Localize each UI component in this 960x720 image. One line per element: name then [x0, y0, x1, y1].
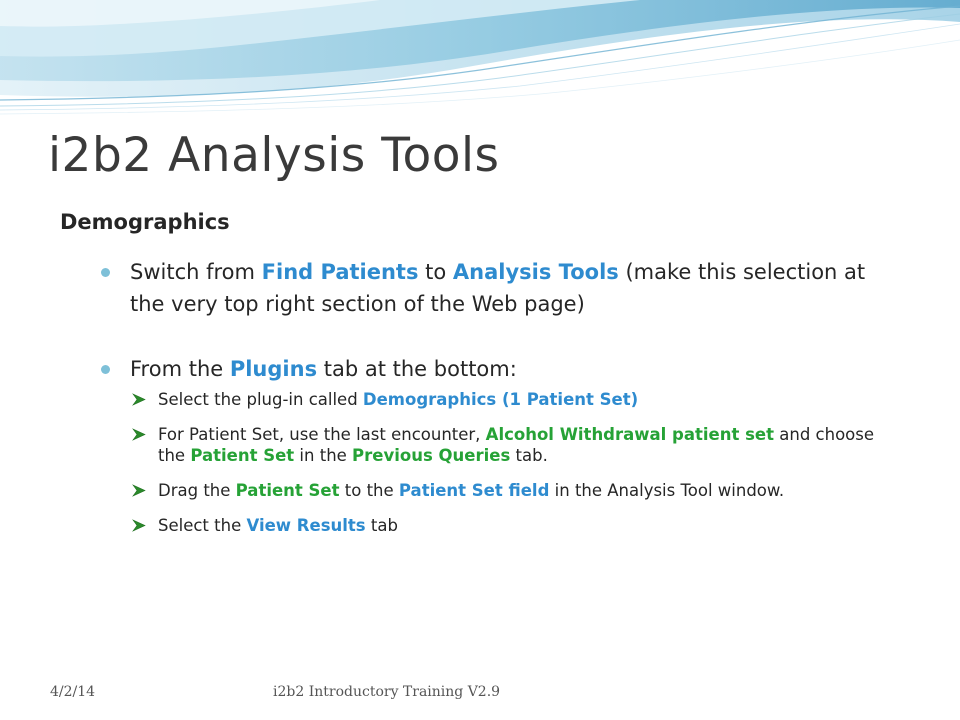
text-segment: tab. [510, 446, 548, 465]
slide-title: i2b2 Analysis Tools [48, 128, 500, 183]
slide-subtitle: Demographics [60, 210, 230, 234]
text-segment: Select the plug-in called [158, 390, 363, 409]
text-segment: For Patient Set, use the last encounter, [158, 425, 486, 444]
arrow-bullet-icon [132, 428, 146, 441]
sub-bullet-item [132, 389, 900, 410]
arrow-bullet-icon [132, 393, 146, 406]
bullet-list [100, 256, 900, 550]
sub-bullet-item [132, 480, 900, 501]
text-segment: tab [365, 516, 398, 535]
highlight-text: Demographics (1 Patient Set) [362, 390, 639, 409]
sub-bullet-list [132, 389, 900, 536]
highlight-text: Analysis Tools [452, 260, 619, 284]
text-segment: Drag the [158, 481, 236, 500]
highlight-text: Patient Set [190, 446, 295, 465]
text-segment: to [418, 260, 453, 284]
highlight-text: Patient Set field [398, 481, 550, 500]
highlight-text: View Results [246, 516, 366, 535]
highlight-text: Find Patients [261, 260, 419, 284]
highlight-text: Plugins [229, 357, 318, 381]
text-segment: in the [294, 446, 353, 465]
text-segment: to the [339, 481, 399, 500]
header-wave-decoration [0, 0, 960, 120]
text-segment: in the Analysis Tool window. [549, 481, 785, 500]
text-segment: Switch from [130, 260, 262, 284]
text-segment: and choose the [158, 425, 875, 465]
highlight-text: Alcohol Withdrawal patient set [485, 425, 775, 444]
arrow-bullet-icon [132, 484, 146, 497]
sub-bullet-item [132, 424, 900, 466]
highlight-text: Patient Set [235, 481, 340, 500]
text-segment: (make this selection at the very top right section of the Web page) [130, 260, 866, 316]
footer-date: 4/2/14 [50, 684, 96, 700]
bullet-item [100, 353, 900, 385]
text-segment: tab at the bottom: [317, 357, 517, 381]
footer-title: i2b2 Introductory Training V2.9 [273, 684, 501, 700]
text-segment: From the [130, 357, 230, 381]
highlight-text: Previous Queries [352, 446, 511, 465]
text-segment: Select the [158, 516, 247, 535]
arrow-bullet-icon [132, 519, 146, 532]
bullet-item [100, 256, 900, 320]
sub-bullet-item [132, 515, 900, 536]
